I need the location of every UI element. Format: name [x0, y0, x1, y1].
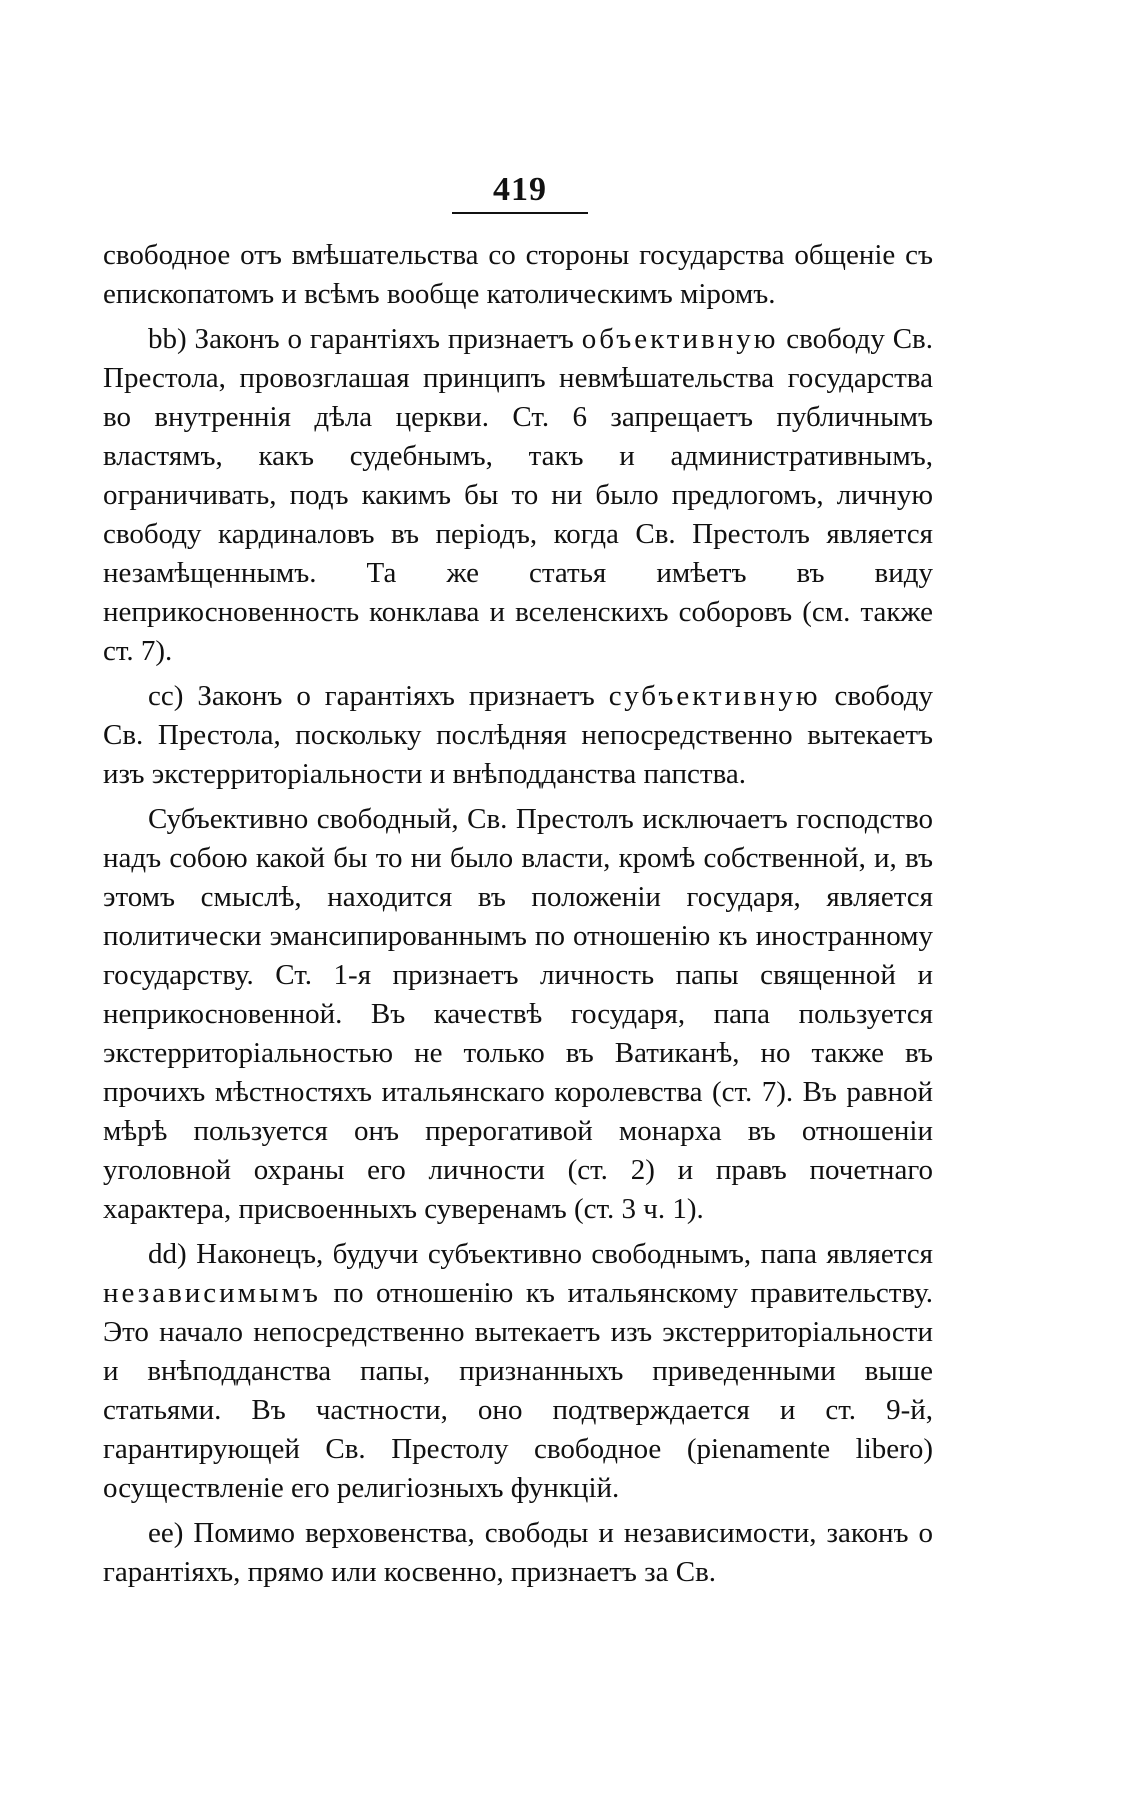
paragraph [103, 1235, 933, 1508]
paragraph-text: cc) Законъ о гарантіяхъ признаетъ [148, 680, 609, 712]
paragraph-text: свободу Св. Престола, провозглашая принципъ невмѣшательства государства во внутреннія дѣла церкви. Ст. 6 запрещаетъ публичнымъ властямъ, какъ судебнымъ, такъ и административнымъ, ограничивать, подъ какимъ бы то ни было предлогомъ, личную свободу кардиналовъ въ періодъ, когда Св. Престолъ является незамѣщеннымъ. Та же статья имѣетъ въ виду неприкосновенность конклава и вселенскихъ соборовъ (см. также ст. 7). [103, 323, 934, 667]
paragraph-text: свободу Св. Престола, поскольку послѣдняя непосредственно вытекаетъ изъ экстерриторіальности и внѣподданства папства. [103, 680, 933, 790]
emphasized-term: независимымъ [103, 1277, 321, 1309]
paragraph-text: ee) Помимо верховенства, свободы и независимости, законъ о гарантіяхъ, прямо или косвенно, признаетъ за Св. [103, 1517, 933, 1588]
paragraph-text: свободное отъ вмѣшательства со стороны государства общеніе съ епископатомъ и всѣмъ вообще католическимъ міромъ. [103, 239, 933, 310]
page-number-rule [452, 212, 588, 214]
body-text [103, 236, 933, 1598]
emphasized-term: субъективную [608, 680, 821, 712]
paragraph-text: по отношенію къ итальянскому правительству. Это начало непосредственно вытекаетъ изъ экстерриторіальности и внѣподданства папы, признанныхъ приведенными выше статьями. Въ частности, оно подтверждается и ст. 9-й, гарантирующей Св. Престолу свободное (pienamente libero) осуществленіе его религіозныхъ функцій. [103, 1277, 933, 1504]
paragraph-text: dd) Наконецъ, будучи субъективно свободнымъ, папа является [148, 1238, 933, 1270]
paragraph-text: bb) Законъ о гарантіяхъ признаетъ [148, 323, 582, 355]
emphasized-term: объективную [581, 323, 779, 355]
paragraph [103, 800, 933, 1229]
paragraph [103, 236, 933, 314]
paragraph-text: Субъективно свободный, Св. Престолъ исключаетъ господство надъ собою какой бы то ни было власти, кромѣ собственной, и, въ этомъ смыслѣ, находится въ положеніи государя, является политически эмансипированнымъ по отношенію къ иностранному государству. Ст. 1-я признаетъ личность папы священной и неприкосновенной. Въ качествѣ государя, папа пользуется экстерриторіальностью не только въ Ватиканѣ, но также въ прочихъ мѣстностяхъ итальянскаго королевства (ст. 7). Въ равной мѣрѣ пользуется онъ прерогативой монарха въ отношеніи уголовной охраны его личности (ст. 2) и правъ почетнаго характера, присвоенныхъ суверенамъ (ст. 3 ч. 1). [103, 803, 933, 1225]
page-number: 419 [493, 171, 547, 208]
paragraph [103, 677, 933, 794]
paragraph [103, 320, 933, 671]
paragraph [103, 1514, 933, 1592]
